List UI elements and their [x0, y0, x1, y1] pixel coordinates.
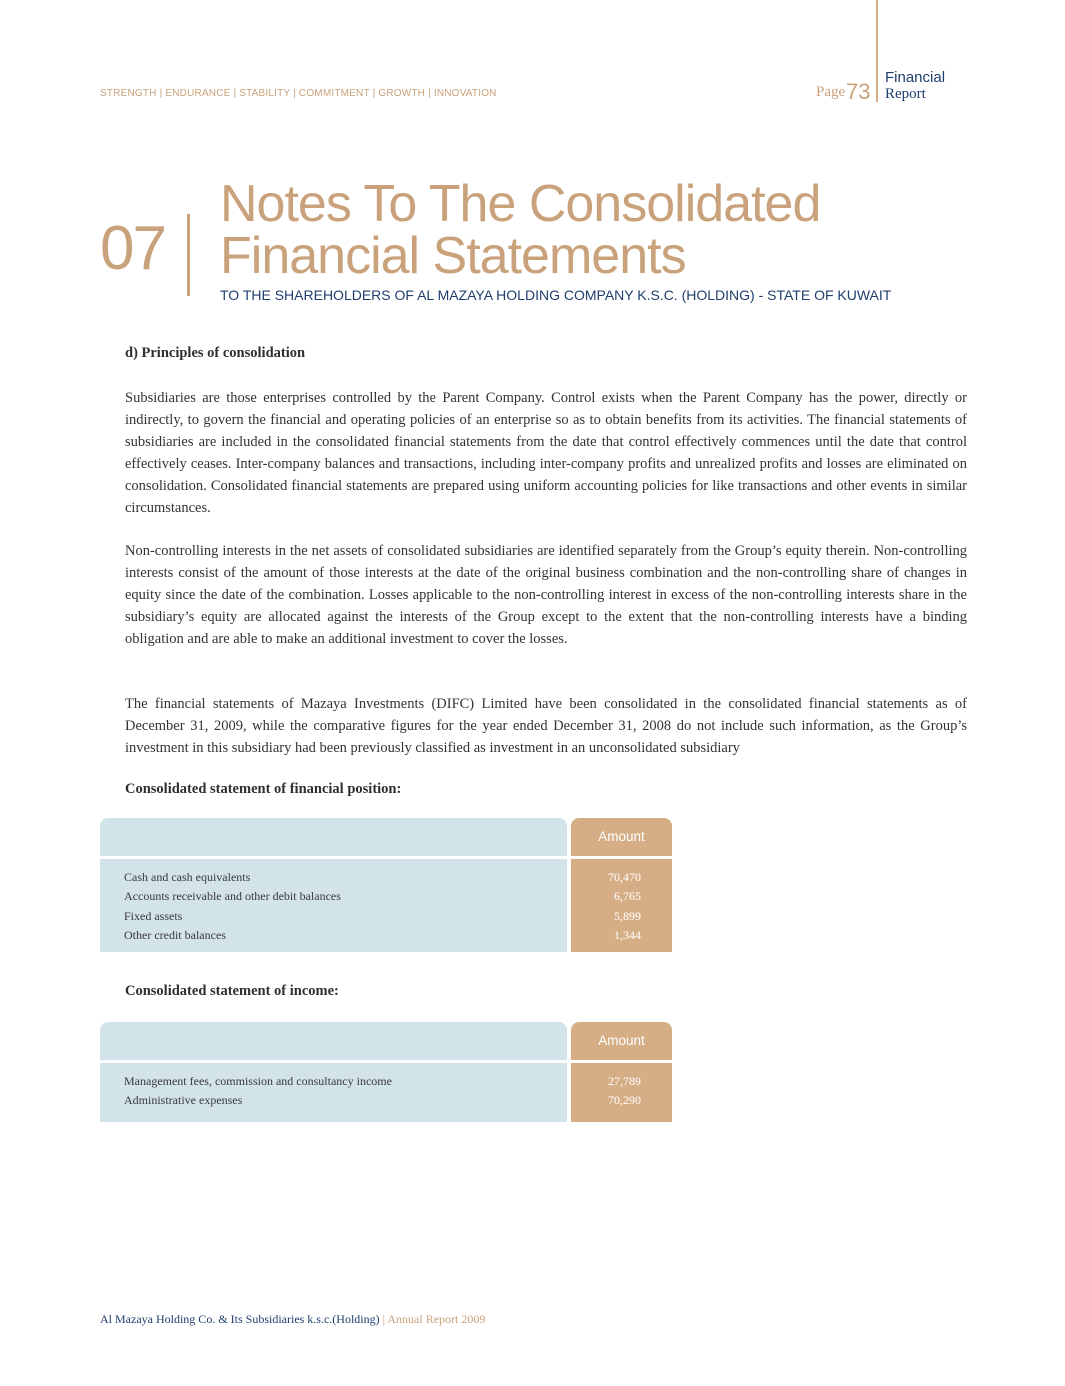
- position-table-values: [571, 859, 672, 952]
- income-table-values: [571, 1063, 672, 1122]
- chapter-number: 07: [100, 214, 165, 283]
- chapter-subtitle: TO THE SHAREHOLDERS OF AL MAZAYA HOLDING COMPANY K.S.C. (HOLDING) - STATE OF KUWAIT: [220, 287, 892, 303]
- income-table: [100, 1022, 672, 1122]
- page-label: Page: [816, 84, 846, 100]
- position-table-heading: Consolidated statement of financial position:: [125, 781, 402, 797]
- table-row-value: 27,789: [608, 1074, 641, 1088]
- table-row-value: 1,344: [614, 928, 641, 942]
- income-table-heading: Consolidated statement of income:: [125, 983, 339, 999]
- table-row-value: 70,470: [608, 870, 641, 884]
- table-row-label: Fixed assets: [124, 909, 183, 923]
- chapter-title-line2: Financial Statements: [220, 227, 686, 285]
- header-divider: [876, 0, 878, 102]
- income-table-labels: [100, 1063, 567, 1122]
- position-table: [100, 818, 672, 952]
- page-number: 73: [846, 79, 871, 104]
- header-tagline: STRENGTH | ENDURANCE | STABILITY | COMMITMENT | GROWTH | INNOVATION: [100, 88, 497, 99]
- paragraph-3: The financial statements of Mazaya Investments (DIFC) Limited have been consolidated in the consolidated financial statements as of December 31, 2009, while the comparative figures for the year ended December 31, 2008 do not include such information, as the Group’s investment in this subsidiary had been previously classified as investment in an unconsolidated subsidiary: [125, 696, 967, 756]
- table-row-value: 6,765: [614, 889, 641, 903]
- table-row-value: 70,290: [608, 1093, 641, 1107]
- section-label-report: Report: [885, 86, 926, 102]
- income-table-header-blank: [100, 1022, 567, 1060]
- table-row-label: Administrative expenses: [124, 1093, 243, 1107]
- table-row-value: 5,899: [614, 909, 641, 923]
- table-row-label: Cash and cash equivalents: [124, 870, 251, 884]
- section-label-financial: Financial: [885, 69, 946, 86]
- position-table-header-blank: [100, 818, 567, 856]
- footer: [100, 1312, 485, 1327]
- paragraph-1: Subsidiaries are those enterprises controlled by the Parent Company. Control exists when the Parent Company has the power, directly or indirectly, to govern the financial and operating policies of an enterprise so as to obtain benefits from its activities. The financial statements of subsidiaries are included in the consolidated financial statements from the date that control effectively commences until the date that control effectively ceases. Inter-company balances and transactions, including inter-company profits and unrealized profits and losses are eliminated on consolidation. Consolidated financial statements are prepared using uniform accounting policies for like transactions and other events in similar circumstances.: [125, 390, 967, 516]
- chapter-title-line1: Notes To The Consolidated: [220, 175, 821, 233]
- position-table-amount-header: Amount: [571, 818, 672, 856]
- footer-company: Al Mazaya Holding Co. & Its Subsidiaries k.s.c.(Holding): [100, 1312, 380, 1326]
- table-row-label: Other credit balances: [124, 928, 226, 942]
- paragraph-2: Non-controlling interests in the net assets of consolidated subsidiaries are identified separately from the Group’s equity therein. Non-controlling interests consist of the amount of those interests at the date of the original business combination and the non-controlling share of changes in equity since the date of the combination. Losses applicable to the non-controlling interest in excess of the non-controlling interests share in the subsidiary’s equity are allocated against the interests of the Group except to the extent that the non-controlling interests have a binding obligation and are able to make an additional investment to cover the losses.: [125, 543, 967, 647]
- income-table-amount-header: Amount: [571, 1022, 672, 1060]
- position-table-labels: [100, 859, 567, 952]
- footer-separator: |: [382, 1312, 386, 1326]
- table-row-label: Management fees, commission and consultancy income: [124, 1074, 392, 1088]
- section-heading: d) Principles of consolidation: [125, 345, 306, 361]
- chapter-divider: [187, 214, 190, 296]
- table-row-label: Accounts receivable and other debit balances: [124, 889, 341, 903]
- footer-report: Annual Report 2009: [387, 1312, 486, 1326]
